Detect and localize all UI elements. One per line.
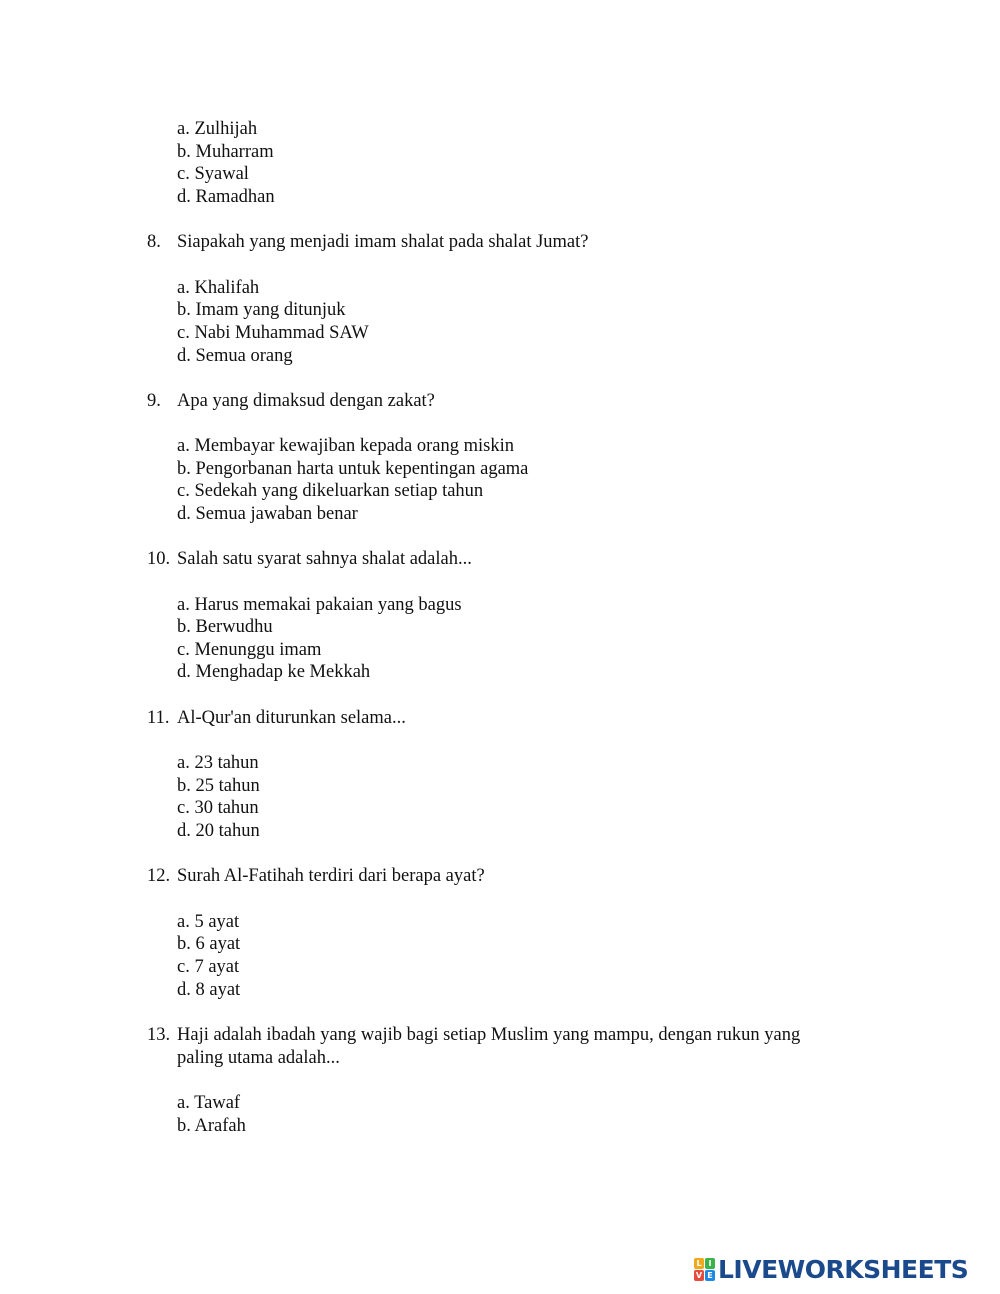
- option[interactable]: d. 8 ayat: [177, 980, 241, 1000]
- option[interactable]: c. 30 tahun: [177, 798, 259, 818]
- option[interactable]: a. 23 tahun: [177, 753, 259, 773]
- option[interactable]: a. Harus memakai pakaian yang bagus: [177, 595, 462, 615]
- option[interactable]: c. 7 ayat: [177, 957, 240, 977]
- option[interactable]: c. Menunggu imam: [177, 640, 322, 660]
- question-number: 10.: [147, 549, 171, 569]
- question-number: 12.: [147, 866, 171, 886]
- logo-letter: L: [694, 1258, 704, 1269]
- option[interactable]: d. Semua jawaban benar: [177, 504, 358, 524]
- option[interactable]: c. Nabi Muhammad SAW: [177, 323, 369, 343]
- option[interactable]: c. Syawal: [177, 164, 249, 184]
- option[interactable]: d. Menghadap ke Mekkah: [177, 662, 371, 682]
- question-text: Surah Al-Fatihah terdiri dari berapa ayat?: [177, 866, 485, 886]
- question-number: 13.: [147, 1025, 171, 1045]
- option[interactable]: d. Semua orang: [177, 346, 293, 366]
- option[interactable]: b. 25 tahun: [177, 776, 260, 796]
- question-text: Apa yang dimaksud dengan zakat?: [177, 391, 435, 411]
- question-text: Haji adalah ibadah yang wajib bagi setiap Muslim yang mampu, dengan rukun yang: [177, 1025, 801, 1045]
- option[interactable]: b. Arafah: [177, 1116, 246, 1136]
- question-text: Salah satu syarat sahnya shalat adalah...: [177, 549, 472, 569]
- liveworksheets-logo[interactable]: [694, 1256, 968, 1284]
- logo-icon: [694, 1258, 716, 1282]
- question-text: Siapakah yang menjadi imam shalat pada shalat Jumat?: [177, 232, 589, 252]
- question-text: Al-Qur'an diturunkan selama...: [177, 708, 406, 728]
- option[interactable]: a. Membayar kewajiban kepada orang miskin: [177, 436, 514, 456]
- option[interactable]: a. Tawaf: [177, 1093, 241, 1113]
- option[interactable]: d. 20 tahun: [177, 821, 260, 841]
- question-number: 8.: [147, 232, 161, 252]
- option[interactable]: c. Sedekah yang dikeluarkan setiap tahun: [177, 481, 484, 501]
- brand-name: LIVEWORKSHEETS: [718, 1255, 969, 1284]
- logo-letter: I: [705, 1258, 715, 1269]
- option[interactable]: b. Berwudhu: [177, 617, 273, 637]
- question-number: 9.: [147, 391, 161, 411]
- logo-letter: V: [695, 1271, 703, 1280]
- option[interactable]: b. Pengorbanan harta untuk kepentingan agama: [177, 459, 529, 479]
- option[interactable]: a. 5 ayat: [177, 912, 240, 932]
- option[interactable]: b. Muharram: [177, 142, 274, 162]
- option[interactable]: b. Imam yang ditunjuk: [177, 300, 346, 320]
- option[interactable]: d. Ramadhan: [177, 187, 275, 207]
- question-number: 11.: [147, 708, 170, 728]
- question-text-continued: paling utama adalah...: [177, 1048, 340, 1068]
- option[interactable]: a. Khalifah: [177, 278, 260, 298]
- logo-letter: E: [705, 1270, 715, 1281]
- option[interactable]: a. Zulhijah: [177, 119, 258, 139]
- option[interactable]: b. 6 ayat: [177, 934, 241, 954]
